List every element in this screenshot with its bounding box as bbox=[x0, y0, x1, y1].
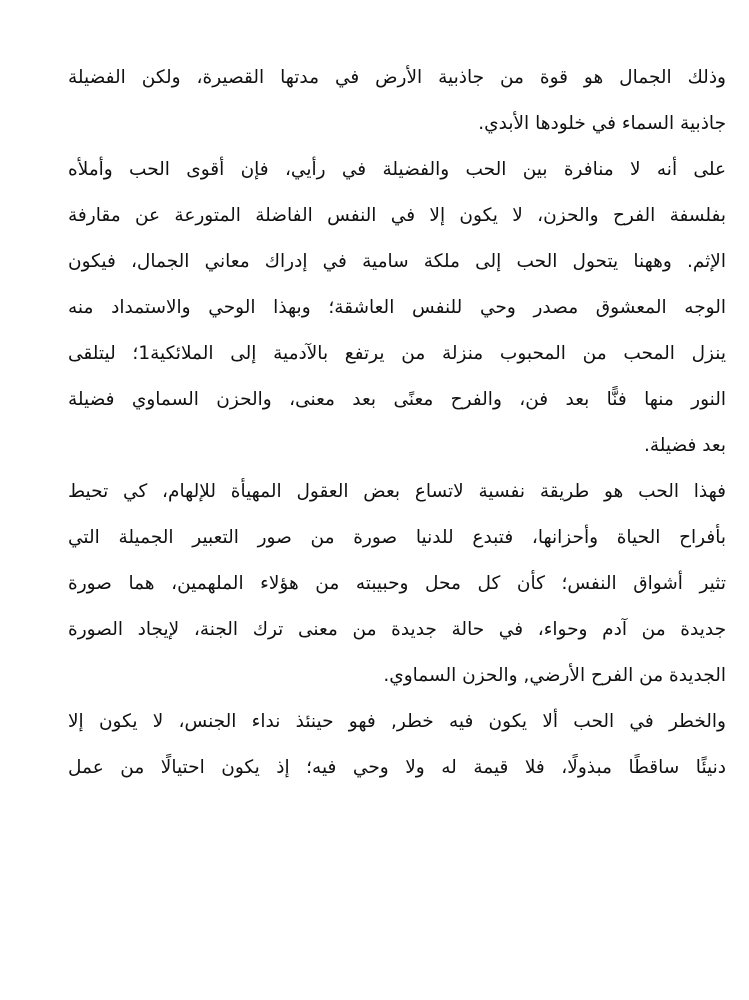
text-line: بفلسفة الفرح والحزن، لا يكون إلا في النفس الفاضلة المتورعة عن مقارفة bbox=[68, 205, 726, 226]
text-line: وذلك الجمال هو قوة من جاذبية الأرض في مدتها القصيرة، ولكن الفضيلة bbox=[68, 67, 726, 88]
text-line: الوجه المعشوق مصدر وحي للنفس العاشقة؛ وبهذا الوحي والاستمداد منه bbox=[68, 297, 726, 318]
text-line: بعد فضيلة. bbox=[643, 435, 726, 456]
text-line: بأفراح الحياة وأحزانها، فتبدع للدنيا صورة من صور التعبير الجميلة التي bbox=[68, 527, 726, 548]
text-line: تثير أشواق النفس؛ كأن كل محل وحبيبته من هؤلاء الملهمين، هما صورة bbox=[68, 573, 726, 594]
text-line: والخطر في الحب ألا يكون فيه خطر, فهو حينئذ نداء الجنس، لا يكون إلا bbox=[68, 711, 726, 732]
document-page bbox=[68, 55, 726, 791]
text-line: فهذا الحب هو طريقة نفسية لاتساع بعض العقول المهيأة للإلهام، كي تحيط bbox=[68, 481, 726, 502]
text-line: على أنه لا منافرة بين الحب والفضيلة في رأيي، فإن أقوى الحب وأملأه bbox=[68, 159, 726, 180]
text-line: الإثم. وههنا يتحول الحب إلى ملكة سامية في إدراك معاني الجمال، فيكون bbox=[68, 251, 726, 272]
text-line: دنيئًا ساقطًا مبذولًا، فلا قيمة له ولا وحي فيه؛ إذ يكون احتيالًا من عمل bbox=[68, 757, 726, 778]
text-line: جديدة من آدم وحواء، في حالة جديدة من معنى ترك الجنة، لإيجاد الصورة bbox=[68, 619, 726, 640]
text-line: النور منها فنًّا بعد فن، والفرح معنًى بعد معنى، والحزن السماوي فضيلة bbox=[68, 389, 726, 410]
text-line: ينزل المحب من المحبوب منزلة من يرتفع بالآدمية إلى الملائكية1؛ ليتلقى bbox=[68, 343, 726, 364]
text-line: جاذبية السماء في خلودها الأبدي. bbox=[478, 113, 726, 134]
text-line: الجديدة من الفرح الأرضي, والحزن السماوي. bbox=[383, 665, 726, 686]
